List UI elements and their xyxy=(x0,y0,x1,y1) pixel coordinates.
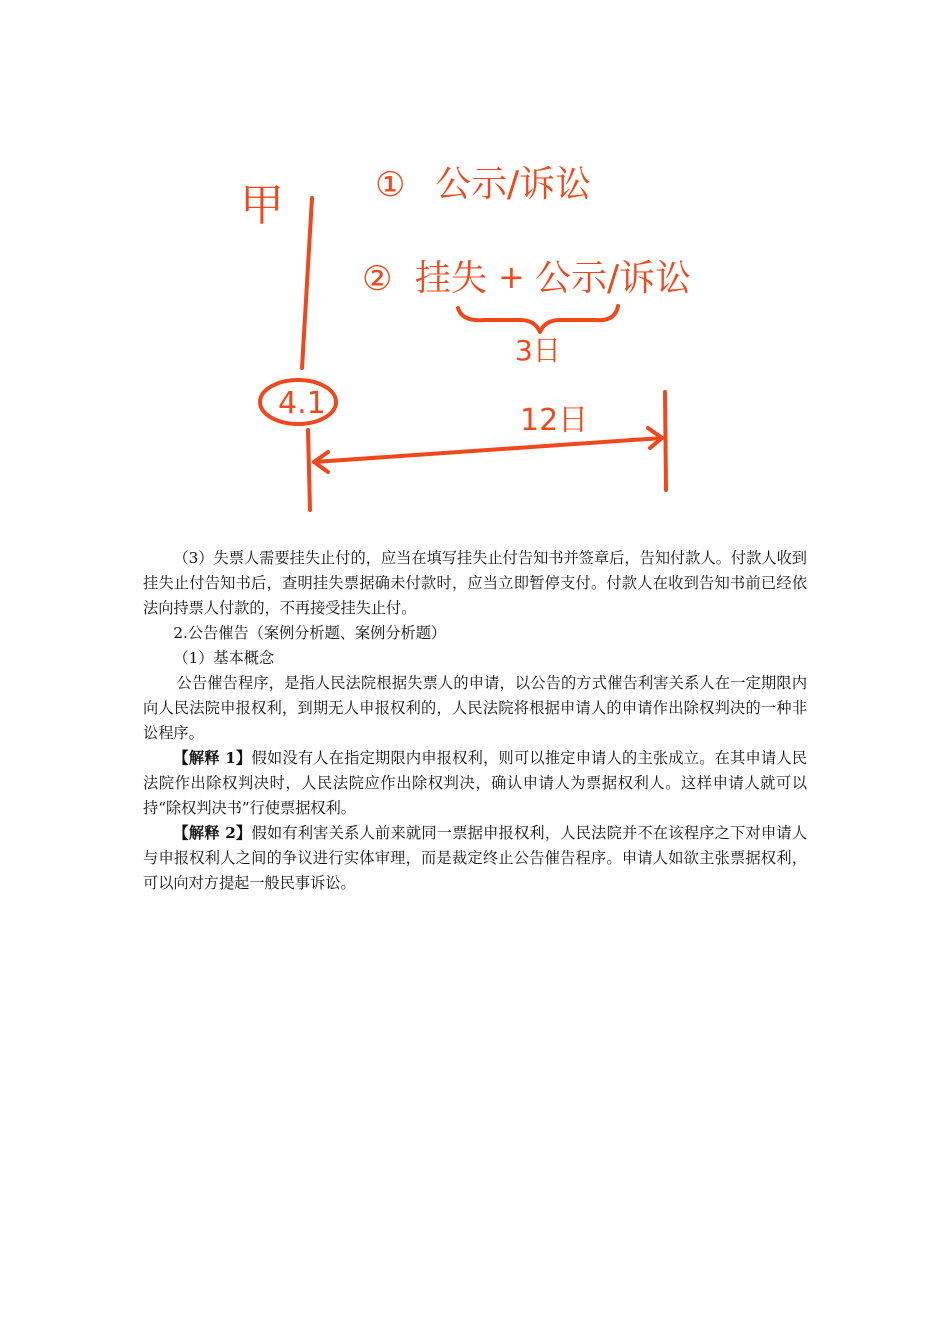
explanation-2-text: 假如有利害关系人前来就同一票据申报权利，人民法院并不在该程序之下对申请人与申报权利人之间的争议进行实体审理，而是裁定终止公告催告程序。申请人如欲主张票据权利，可以向对方提起一般民事诉讼。 xyxy=(143,824,807,892)
explanation-1-text: 假如没有人在指定期限内申报权利，则可以推定申请人的主张成立。在其申请人民法院作出除权判决时，人民法院应作出除权判决，确认申请人为票据权利人。这样申请人就可以持“除权判决书”行使票据权利。 xyxy=(143,749,807,817)
section-heading-public-notice: 2.公告催告（案例分析题、案例分析题） xyxy=(173,624,447,642)
sketch-line2-text-b: 公示/诉讼 xyxy=(535,258,692,299)
paragraph-definition: 公告催告程序，是指人民法院根据失票人的申请，以公告的方式催告利害关系人在一定期限内向人民法院申报权利，到期无人申报权利的，人民法院将根据申请人的申请作出除权判决的一种非讼程序。 xyxy=(143,674,807,742)
vertical-line-left xyxy=(302,198,312,368)
handwritten-timeline-sketch xyxy=(230,150,730,520)
sketch-line1-number: ① xyxy=(375,165,406,205)
sketch-date-label: 4.1 xyxy=(278,386,326,421)
curly-brace xyxy=(458,306,618,332)
paragraph-explanation-2 xyxy=(143,821,807,896)
vertical-line-start xyxy=(308,430,310,510)
vertical-line-end xyxy=(665,392,666,490)
sketch-line1-text: 公示/诉讼 xyxy=(435,164,592,205)
sketch-span-label: 12日 xyxy=(520,403,589,438)
span-arrow xyxy=(314,438,662,462)
sketch-line2-text-a: 挂失 xyxy=(415,258,488,299)
subsection-heading-basic-concept: （1）基本概念 xyxy=(173,649,275,667)
sketch-line2-number: ② xyxy=(362,259,393,299)
sketch-party-label: 甲 xyxy=(240,180,284,231)
explanation-2-tag: 【解释 2】 xyxy=(173,824,252,842)
explanation-1-tag: 【解释 1】 xyxy=(173,749,252,767)
sketch-brace-label: 3日 xyxy=(515,334,561,367)
paragraph-explanation-1 xyxy=(143,746,807,821)
document-body xyxy=(143,546,807,896)
sketch-line2-plus: + xyxy=(498,258,525,296)
paragraph-report-loss: （3）失票人需要挂失止付的，应当在填写挂失止付告知书并签章后，告知付款人。付款人收到挂失止付告知书后，查明挂失票据确未付款时，应当立即暂停支付。付款人在收到告知书前已经依法向持票人付款的，不再接受挂失止付。 xyxy=(143,549,807,617)
